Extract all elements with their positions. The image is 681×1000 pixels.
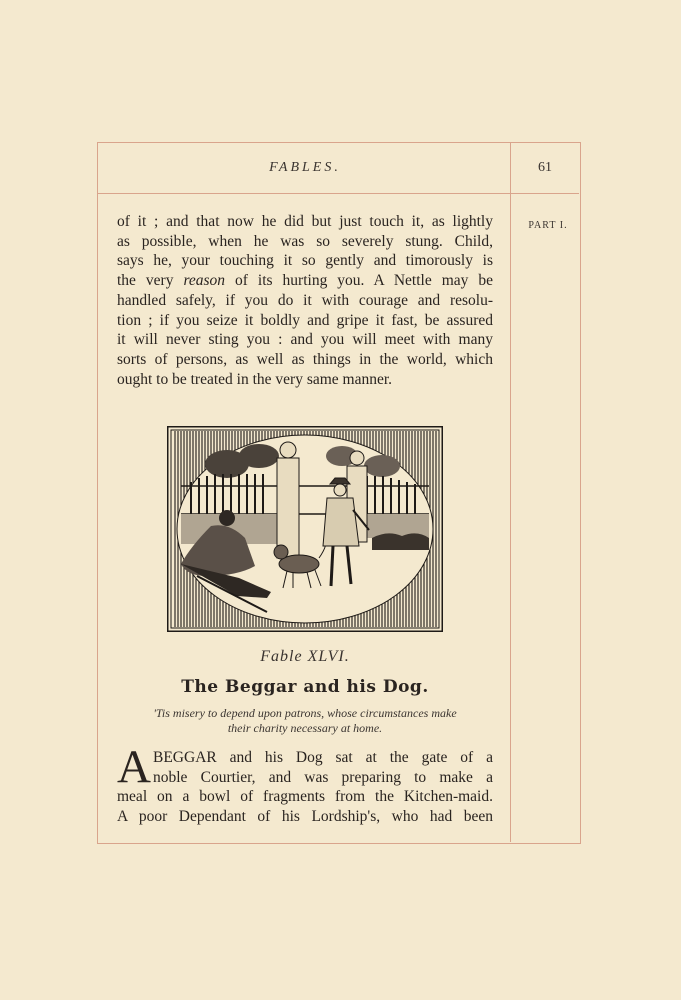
header-rule	[98, 193, 510, 194]
moral-line: their charity necessary at home.	[227, 721, 383, 735]
margin-note: PART I.	[528, 220, 568, 231]
drop-cap: A	[117, 741, 151, 793]
woodcut-illustration	[167, 426, 443, 632]
text-line: sorts of persons, as well as things in the world, which	[117, 350, 493, 368]
text-line	[117, 271, 493, 291]
margin-column-rule	[510, 142, 511, 842]
text-line: meal on a bowl of fragments from the Kitchen-maid.	[117, 788, 493, 806]
text-line: of it ; and that now he did but just touch it, as lightly	[117, 213, 493, 230]
text-line: tion ; if you seize it boldly and gripe it fast, be assured	[117, 311, 493, 329]
running-title: FABLES.	[269, 160, 341, 175]
page-number: 61	[538, 160, 552, 175]
fable-title: The Beggar and his Dog.	[181, 677, 429, 697]
text-line: noble Courtier, and was preparing to make a	[153, 768, 493, 786]
fable-number: Fable XLVI.	[260, 648, 350, 665]
italic-word: reason	[183, 272, 226, 290]
text-line: A poor Dependant of his Lordship's, who had been	[117, 808, 493, 826]
fable-moral	[117, 706, 493, 736]
text-line: handled safely, if you do it with courage and resolu-	[117, 291, 493, 309]
text-fragment: the very	[117, 272, 184, 290]
paragraph-text	[117, 212, 493, 389]
header-rule-side	[511, 193, 579, 194]
text-line: BEGGAR and his Dog sat at the gate of a	[153, 749, 493, 766]
text-line: it will never sting you : and you will meet with many	[117, 331, 493, 349]
moral-line: 'Tis misery to depend upon patrons, whose circumstances make	[153, 706, 457, 720]
text-line: says he, your touching it so gently and timorously is	[117, 252, 493, 270]
text-line: as possible, when he was so severely stung. Child,	[117, 232, 493, 250]
text-fragment: of its hurting you. A Nettle may be	[225, 272, 493, 290]
fable-body	[117, 741, 493, 827]
text-line: ought to be treated in the very same manner.	[117, 370, 393, 388]
